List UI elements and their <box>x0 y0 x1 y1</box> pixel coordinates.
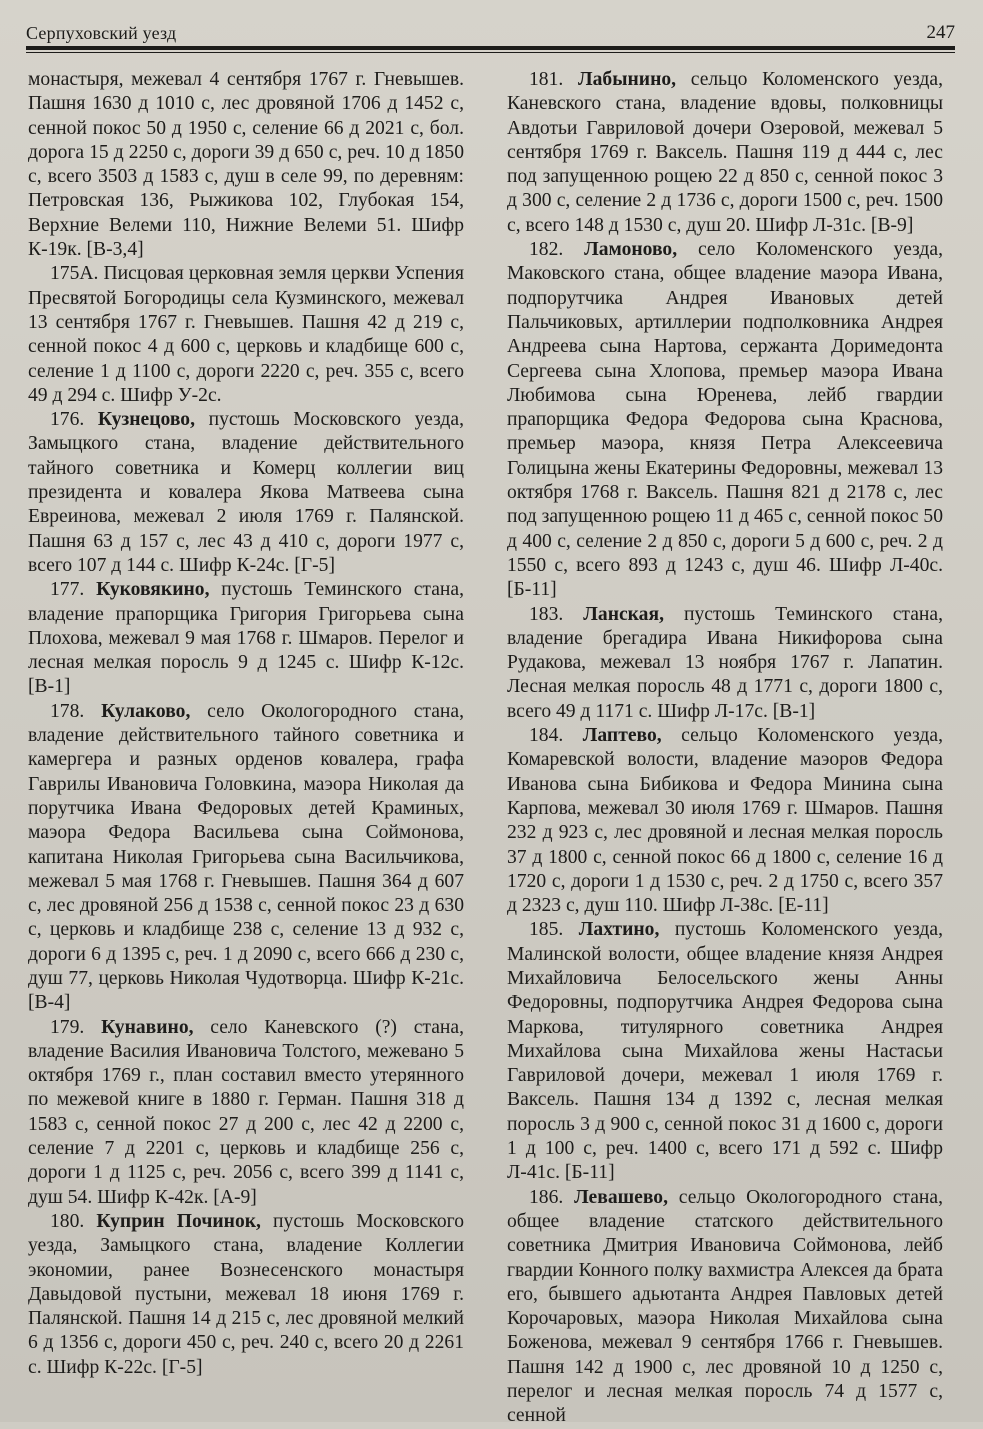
entry-text: пустошь Московского уезда, Замыцкого стана, владение Коллегии экономии, ранее Вознесенского монастыря Давыдовой пустыни, межевал 18 июня 1769 г. Палянской. Пашня 14 д 215 с, лес дровяной мелкий 6 д 1356 с, дороги 450 с, реч. 240 с, всего 20 д 2261 с. Шифр К-22с. [Г-5] <box>28 1210 464 1378</box>
left-column <box>28 68 464 1380</box>
entry-name: Ламоново, <box>584 239 678 261</box>
entry-name: Левашево, <box>574 1186 668 1208</box>
entry-name: Ланская, <box>583 603 664 625</box>
entry-number: 185. <box>529 919 564 941</box>
entry-text: село Каневского (?) стана, владение Василия Ивановича Толстого, межевано 5 октября 1769 г., план составил вместо утерянного по межевой книге в 1880 г. Герман. Пашня 318 д 1583 с, сенной покос 27 д 200 с, лес 42 д 2200 с, селение 7 д 2201 с, церковь и кладбище 256 с, дороги 1 д 1125 с, реч. 2056 с, всего 399 д 1141 с, душ 54. Шифр К-42к. [А-9] <box>28 1016 464 1208</box>
page-number: 247 <box>926 22 955 43</box>
entry-178 <box>28 700 464 1016</box>
entry-text: пустошь Теминского стана, владение брегадира Ивана Никифорова сына Рудакова, межевал 13 ноября 1767 г. Лапатин. Лесная мелкая поросль 48 д 1771 с, дороги 1800 с, всего 49 д 1171 с. Шифр Л-17с. [В-1] <box>507 603 943 722</box>
entry-number: 182. <box>529 239 564 261</box>
running-head: Серпуховский уезд <box>26 23 177 43</box>
entry-name: Кулаково, <box>101 700 191 722</box>
entry-number: 179. <box>50 1016 85 1038</box>
entry-number: 180. <box>50 1210 85 1232</box>
entry-text: пустошь Коломенского уезда, Малинской волости, общее владение князя Андрея Михайловича Белосельского жены Анны Федоровны, подпорутчика Андрея Федорова сына Маркова, титулярного советника Андрея Михайлова сына Михайлова жены Настасьи Гавриловой дочери, межевал 1 июля 1769 г. Ваксель. Пашня 134 д 1392 с, лесная мелкая поросль 3 д 900 с, сенной покос 31 д 1600 с, дороги 1 д 100 с, реч. 1400 с, всего 171 д 592 с. Шифр Л-41с. [Б-11] <box>507 919 944 1184</box>
entry-176 <box>28 408 464 578</box>
entry-name: Куприн Починок, <box>96 1210 261 1232</box>
entry-name: Лабынино, <box>578 69 677 90</box>
entry-name: Лаптево, <box>582 725 662 747</box>
entry-text: пустошь Теминского стана, владение прапорщика Григория Григорьева сына Плохова, межевал 9 мая 1768 г. Шмаров. Перелог и лесная мелкая поросль 9 д 1245 с. Шифр К-12с. [В-1] <box>28 579 464 698</box>
entry-text: село Окологородного стана, владение действительного тайного советника и камергера и разных орденов ковалера, графа Гаврилы Ивановича Головкина, маэора Николая да порутчика Ивана Федоровых детей Краминых, маэора Федора Васильева сына Соймонова, капитана Николая Григорьева сына Васильчикова, межевал 5 мая 1768 г. Гневышев. Пашня 364 д 607 с, лес дровяной 256 д 1538 с, сенной покос 23 д 630 с, церковь и кладбище 238 с, селение 13 д 932 с, дороги 6 д 1395 с, реч. 1 д 2090 с, всего 666 д 230 с, душ 77, церковь Николая Чудотворца. Шифр К-21с. [В-4] <box>28 700 464 1014</box>
entry-183 <box>507 603 943 724</box>
entry-name: Кузнецово, <box>97 409 195 431</box>
entry-number: 186. <box>529 1186 564 1208</box>
entry-175a <box>28 262 464 408</box>
continuation-paragraph: монастыря, межевал 4 сентября 1767 г. Гневышев. Пашня 1630 д 1010 с, лес дровяной 1706 д 1452 с, сенной покос 50 д 1950 с, селение 66 д 2021 с, бол. дорога 15 д 2250 с, дороги 39 д 650 с, реч. 10 д 1850 с, всего 3503 д 1583 с, душ в селе 99, по деревням: Петровская 136, Рыжикова 102, Глубокая 154, Верхние Велеми 110, Нижние Велеми 51. Шифр К-19к. [В-3,4] <box>28 69 464 261</box>
entry-text: пустошь Московского уезда, Замыцкого стана, владение действительного тайного советника и Комерц коллегии виц президента и ковалера Якова Матвеева сына Евреинова, межевал 2 июля 1769 г. Палянской. Пашня 63 д 157 с, лес 43 д 410 с, дороги 1977 с, всего 107 д 144 с. Шифр К-24с. [Г-5] <box>28 409 464 576</box>
entry-number: 181. <box>529 69 564 90</box>
entry-name: Куковякино, <box>96 579 210 601</box>
entry-186 <box>507 1186 943 1429</box>
entry-177 <box>28 578 464 699</box>
entry-text: сельцо Окологородного стана, общее владение статского действительного советника Дмитрия Ивановича Соймонова, лейб гвардии Конного полку вахмистра Алексея да брата его, бывшего адьютанта Андрея Павловых детей Корочаровых, маэора Николая Михайлова сына Боженова, межевал 9 сентября 1766 г. Гневышев. Пашня 142 д 1900 с, лес дровяной 10 д 1250 с, перелог и лесная мелкая поросль 74 д 1577 с, сенной <box>507 1186 943 1427</box>
entry-182 <box>507 238 943 602</box>
entry-number: 177. <box>50 579 85 601</box>
entry-number: 184. <box>529 725 564 747</box>
right-column <box>507 68 943 1429</box>
entry-number: 176. <box>50 409 85 431</box>
entry-181 <box>507 68 943 238</box>
entry-185 <box>507 918 943 1185</box>
entry-number: 175А. <box>50 263 99 285</box>
entry-184 <box>507 724 943 918</box>
entry-text: сельцо Коломенского уезда, Каневского стана, владение вдовы, полковницы Авдотьи Гавриловой дочери Озеровой, межевал 5 сентября 1769 г. Ваксель. Пашня 119 д 444 с, лес под запущенною рощею 22 д 850 с, сенной покос 3 д 300 с, селение 2 д 1736 с, дороги 1500 с, реч. 1500 с, всего 148 д 1530 с, душ 20. Шифр Л-31с. [В-9] <box>507 69 943 236</box>
entry-name: Лахтино, <box>578 919 660 941</box>
entry-text: Писцовая церковная земля церкви Успения Пресвятой Богородицы села Кузминского, межевал 13 сентября 1767 г. Гневышев. Пашня 42 д 219 с, сенной покос 4 д 600 с, церковь и кладбище 600 с, селение 1 д 1100 с, дороги 2220 с, реч. 355 с, всего 49 д 294 с. Шифр У-2с. <box>28 263 464 406</box>
entry-180 <box>28 1210 464 1380</box>
entry-text: село Коломенского уезда, Маковского стана, общее владение маэора Ивана, подпорутчика Андрея Ивановых детей Пальчиковых, артиллерии подполковника Андрея Андреева сына Нартова, сержанта Доримедонта Сергеева сына Хлопова, премьер маэора Ивана Любимова сына Юренева, лейб гвардии прапорщика Федора Федорова сына Краснова, премьер маэора, князя Петра Алексеевича Голицына жены Екатерины Федоровны, межевал 13 октября 1768 г. Ваксель. Пашня 821 д 2178 с, лес под запущенною рощею 11 д 465 с, сенной покос 50 д 400 с, селение 2 д 850 с, дороги 5 д 600 с, реч. 2 д 1550 с, всего 893 д 1243 с, душ 46. Шифр Л-40с. [Б-11] <box>507 239 943 601</box>
entry-179 <box>28 1016 464 1210</box>
header-rule <box>26 46 955 53</box>
entry-number: 183. <box>529 603 564 625</box>
entry-text: сельцо Коломенского уезда, Комаревской волости, владение маэоров Федора Иванова сына Бибикова и Федора Минина сына Карпова, межевал 30 июля 1769 г. Шмаров. Пашня 232 д 923 с, лес дровяной и лесная мелкая поросль 37 д 1800 с, сенной покос 66 д 1800 с, селение 16 д 1720 с, дороги 1 д 1530 с, реч. 2 д 1750 с, всего 357 д 2323 с, душ 110. Шифр Л-38с. [Е-11] <box>507 725 943 917</box>
entry-name: Кунавино, <box>101 1016 194 1038</box>
page-header <box>26 14 955 44</box>
entry-number: 178. <box>50 700 85 722</box>
